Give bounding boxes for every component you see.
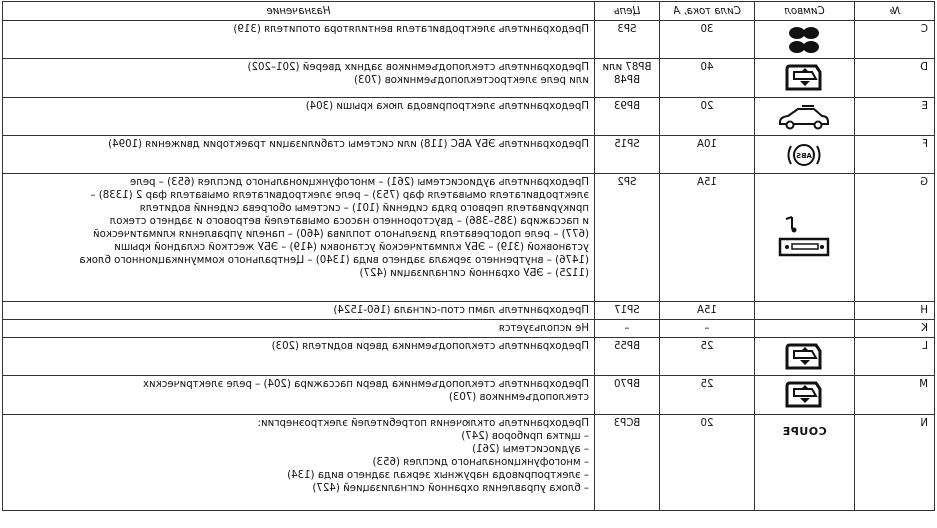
audio-icon [757,213,852,263]
door-window-icon [757,343,852,371]
row-current: 20 [660,415,755,511]
table-row [3,59,935,98]
row-symbol [755,174,855,302]
row-current: 30 [660,21,755,59]
row-symbol [755,376,855,415]
row-current: – [660,320,755,338]
row-current: 15A [660,302,755,320]
row-circuit: SP15 [595,136,660,174]
svg-text:ABS: ABS [796,151,813,160]
table-row [3,21,935,59]
row-circuit: BCP3 [595,415,660,511]
table-row [3,136,935,174]
header-current: Сила тока, А [660,2,755,21]
header-circuit: Цепь [595,2,660,21]
abs-icon [757,140,852,170]
door-window-icon [757,381,852,409]
row-current: 20 [660,98,755,136]
row-purpose: Предохранитель стеклоподъемника двери водителя (203) [3,338,595,376]
header-symbol: Символ [755,2,855,21]
row-id: D [855,59,935,98]
row-id: N [855,415,935,511]
coupe-label: COUPE [782,425,827,438]
table-header-row [3,2,935,21]
row-circuit: SP17 [595,302,660,320]
row-id: C [855,21,935,59]
row-symbol [755,415,855,511]
row-id: L [855,338,935,376]
fuse-table [2,1,935,511]
row-current: 40 [660,59,755,98]
row-circuit: – [595,320,660,338]
row-circuit: BP70 [595,376,660,415]
row-purpose: Предохранитель электропривода люка крыши (304) [3,98,595,136]
table-row [3,338,935,376]
fan-icon [757,25,852,55]
header-num: № [855,2,935,21]
row-purpose: Предохранитель электродвигателя вентилятора отопителя (319) [3,21,595,59]
sunroof-icon [757,104,852,130]
door-window-icon [757,64,852,92]
row-circuit: BP93 [595,98,660,136]
table-row [3,302,935,320]
table-row [3,320,935,338]
row-purpose: Предохранитель ЭБУ АБС (118) или системы стабилизации траектории движения (1094) [3,136,595,174]
row-id: H [855,302,935,320]
row-symbol [755,21,855,59]
row-symbol [755,338,855,376]
row-id: F [855,136,935,174]
row-symbol [755,59,855,98]
row-symbol [755,302,855,320]
row-purpose: Предохранитель отключения потребителей электроэнергии: – щитка приборов (247) – аудиосистемы (261) – многофункционального дисплея (653) – электропривода наружных зеркал заднего вида (134) – блока управления охранной сигнализацией (427) [3,415,595,511]
table-row [3,415,935,511]
row-id: K [855,320,935,338]
row-purpose: Предохранитель стеклоподъемника двери пассажира (204) – реле электрических стеклоподъемников (703) [3,376,595,415]
row-current: 15A [660,174,755,302]
row-symbol [755,98,855,136]
table-row [3,376,935,415]
row-purpose: Предохранитель ламп стоп-сигнала (160-1524) [3,302,595,320]
table-row [3,98,935,136]
row-current: 10A [660,136,755,174]
row-id: E [855,98,935,136]
row-symbol [755,136,855,174]
row-purpose: Не используется [3,320,595,338]
header-purpose: Назначение [3,2,595,21]
row-purpose: Предохранитель аудиосистемы (261) – многофункционального дисплея (653) – реле электродвигателя омывателя фар (753) – реле электродвигателя омывателя фар 2 (1338) – прикуривателя первого ряда сидений (101) – системы обогрева сидений водителя и пассажира (385–386) – двустороннего насоса омывателей ветрового и заднего стекол (677) – реле подогревателя дизельного топлива (460) – панели управления климатической установкой (319) – ЭБУ климатической установки (419) – ЭБУ жесткой складной крыши (1476) – внутреннего зеркала заднего вида (1340) – Центрального коммуникационного блока (1125) – ЭБУ охранной сигнализации (427) [3,174,595,302]
row-id: M [855,376,935,415]
row-purpose: Предохранитель стеклоподъемников задних дверей (201–202) или реле электростеклоподъемников (703) [3,59,595,98]
row-circuit: BP55 [595,338,660,376]
table-row [3,174,935,302]
row-current: 25 [660,338,755,376]
row-circuit: SP3 [595,21,660,59]
row-id: G [855,174,935,302]
row-symbol [755,320,855,338]
row-circuit: SP2 [595,174,660,302]
row-circuit: BP87 или BP48 [595,59,660,98]
row-current: 25 [660,376,755,415]
